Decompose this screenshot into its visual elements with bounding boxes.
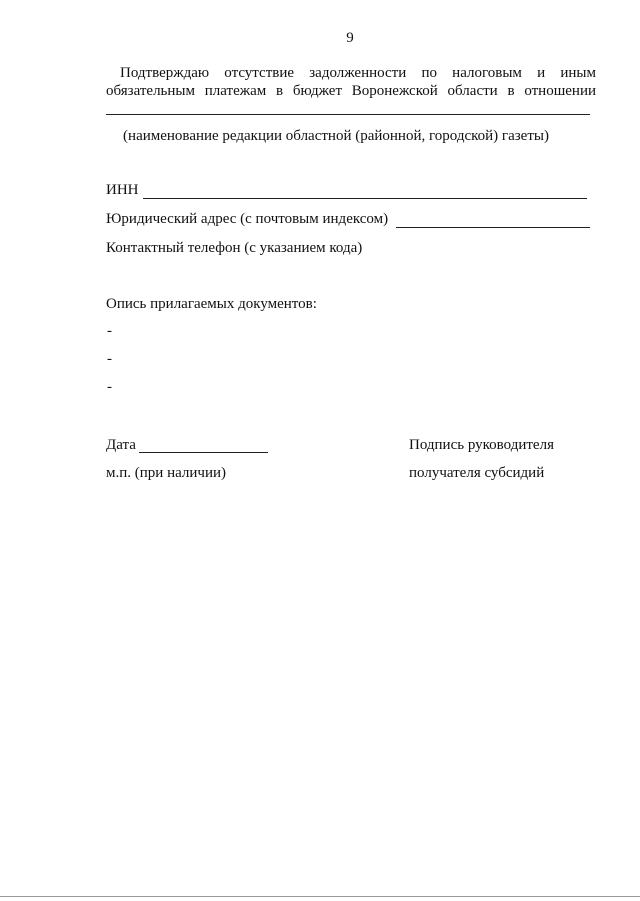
- newspaper-name-blank-line: [106, 114, 590, 115]
- legal-address-blank-line: [396, 227, 590, 228]
- scan-bottom-edge: [0, 896, 640, 897]
- inn-blank-line: [143, 198, 587, 199]
- confirmation-line-2: обязательным платежам в бюджет Воронежской области в отношении: [106, 83, 596, 99]
- signature-label-line-2: получателя субсидий: [409, 465, 545, 481]
- date-blank-line: [139, 452, 268, 453]
- signature-label-line-1: Подпись руководителя: [409, 437, 554, 453]
- stamp-label: м.п. (при наличии): [106, 465, 226, 481]
- contact-phone-label: Контактный телефон (с указанием кода): [106, 240, 363, 256]
- confirmation-line-1: Подтверждаю отсутствие задолженности по налоговым и иным: [120, 65, 596, 81]
- attachment-item-3: -: [107, 379, 112, 395]
- legal-address-label: Юридический адрес (с почтовым индексом): [106, 211, 389, 227]
- newspaper-name-caption: (наименование редакции областной (районной, городской) газеты): [123, 128, 549, 144]
- attachment-item-2: -: [107, 351, 112, 367]
- inn-label: ИНН: [106, 182, 139, 198]
- date-label: Дата: [106, 437, 136, 453]
- attachments-heading: Опись прилагаемых документов:: [106, 296, 317, 312]
- confirmation-paragraph: [106, 64, 596, 100]
- attachment-item-1: -: [107, 323, 112, 339]
- page-number: 9: [346, 30, 354, 46]
